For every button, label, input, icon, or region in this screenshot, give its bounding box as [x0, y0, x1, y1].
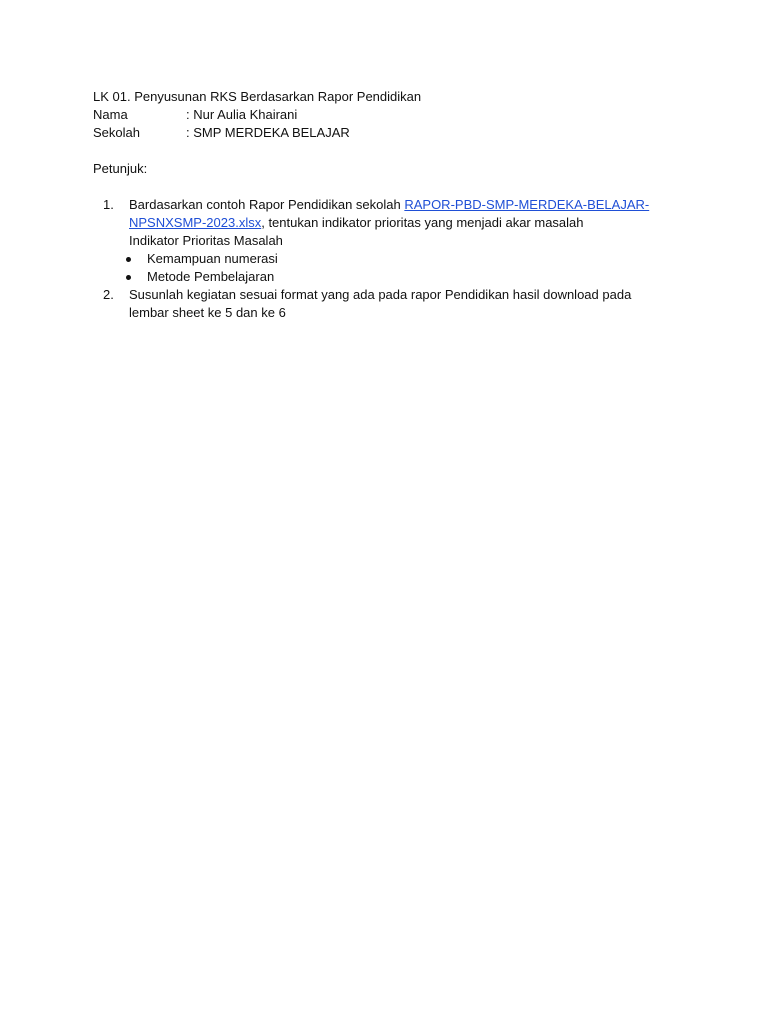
step-number: 2.	[103, 287, 114, 302]
document-body	[93, 88, 693, 322]
bullet-text: Metode Pembelajaran	[147, 269, 275, 284]
rapor-file-link-part-1: RAPOR-PBD-SMP-MERDEKA-BELAJAR-	[404, 197, 650, 212]
step-1-text-after-link: , tentukan indikator prioritas yang menjadi akar masalah	[261, 215, 584, 230]
rapor-file-link[interactable]	[404, 197, 649, 212]
bullet-text: Kemampuan numerasi	[147, 251, 278, 266]
spacer	[93, 142, 693, 160]
step-1-text-before-link: Bardasarkan contoh Rapor Pendidikan sekolah	[129, 197, 405, 212]
rapor-file-link-continued[interactable]	[129, 215, 261, 230]
step-1-line-1	[129, 196, 693, 214]
indicator-bullet-list	[129, 250, 693, 286]
bullet-dot-icon	[126, 275, 131, 280]
field-label-nama: Nama	[93, 107, 128, 122]
bullet-item	[129, 268, 693, 286]
step-2-line-1: Susunlah kegiatan sesuai format yang ada pada rapor Pendidikan hasil download pada	[129, 287, 632, 302]
field-nama	[93, 106, 693, 124]
bullet-item	[129, 250, 693, 268]
field-value-sekolah: : SMP MERDEKA BELAJAR	[186, 125, 350, 140]
step-1-line-2	[129, 214, 693, 232]
spacer	[93, 178, 693, 196]
step-item-2	[93, 286, 693, 322]
rapor-file-link-part-2: NPSNXSMP-2023.xlsx	[129, 215, 262, 230]
field-value-nama: : Nur Aulia Khairani	[186, 107, 298, 122]
step-1-subheading: Indikator Prioritas Masalah	[129, 233, 283, 248]
instructions-heading: Petunjuk:	[93, 161, 148, 176]
field-sekolah	[93, 124, 693, 142]
step-item-1	[93, 196, 693, 286]
steps-list	[93, 196, 693, 322]
bullet-dot-icon	[126, 257, 131, 262]
document-title: LK 01. Penyusunan RKS Berdasarkan Rapor Pendidikan	[93, 89, 422, 104]
field-label-sekolah: Sekolah	[93, 125, 140, 140]
step-2-line-2: lembar sheet ke 5 dan ke 6	[129, 305, 286, 320]
step-number: 1.	[103, 197, 114, 212]
